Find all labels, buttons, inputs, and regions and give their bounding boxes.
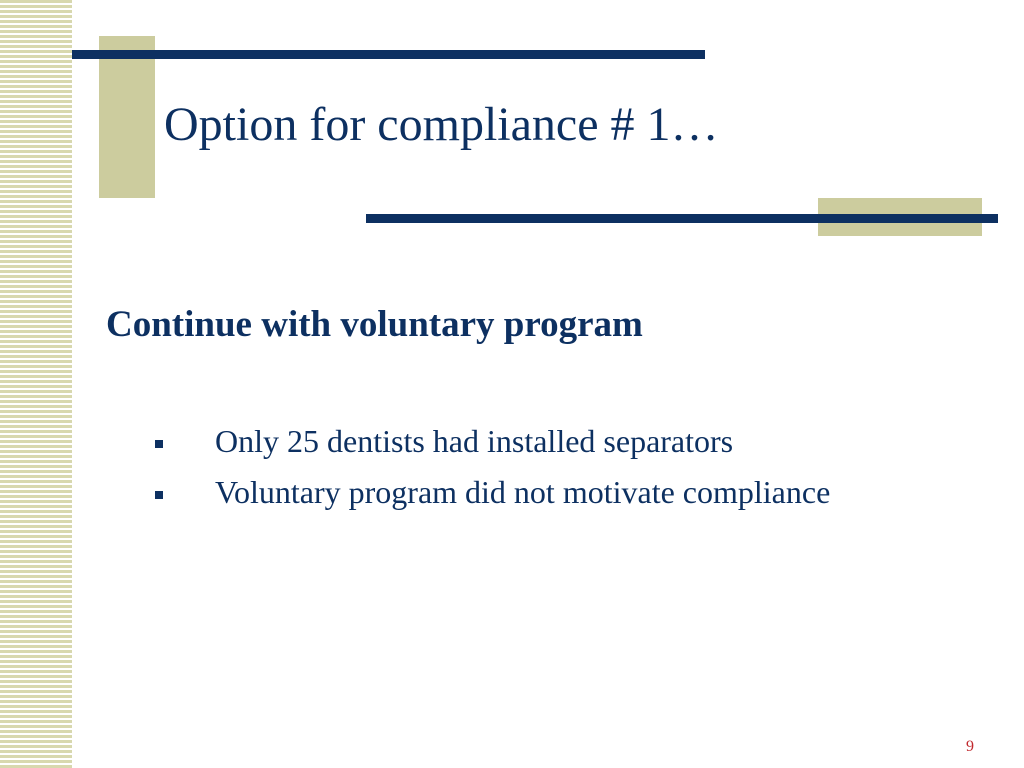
decorative-stripe-band (0, 0, 72, 768)
bullet-list (155, 424, 875, 525)
square-bullet-icon (155, 440, 163, 448)
bullet-text: Voluntary program did not motivate compliance (215, 473, 831, 510)
bullet-item (155, 424, 875, 460)
page-number: 9 (966, 738, 974, 755)
decorative-navy-rule-bottom (366, 214, 998, 223)
slide-subheading: Continue with voluntary program (106, 304, 643, 345)
decorative-navy-rule-top (72, 50, 705, 59)
square-bullet-icon (155, 491, 163, 499)
bullet-text: Only 25 dentists had installed separators (215, 423, 734, 459)
bullet-item (155, 475, 875, 511)
slide-title: Option for compliance # 1… (164, 98, 719, 151)
decorative-tan-block-left (99, 36, 155, 198)
